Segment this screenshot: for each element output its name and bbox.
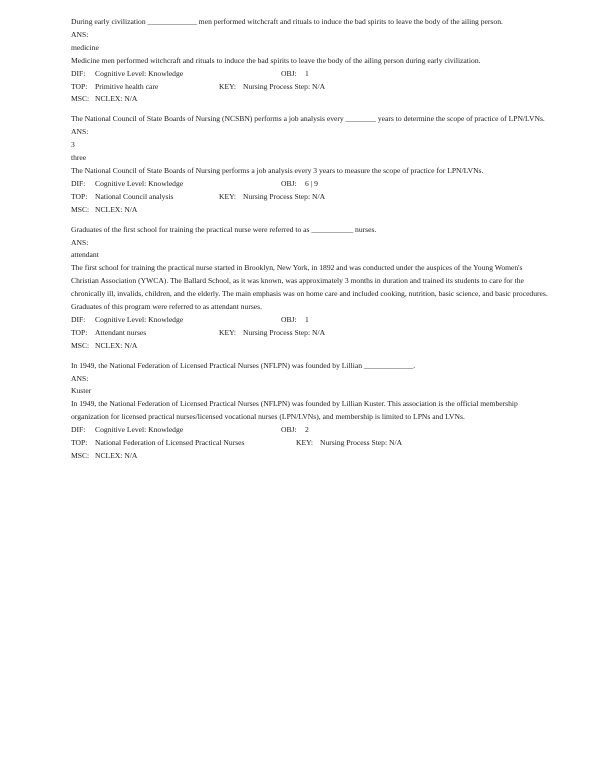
dif-row [71,68,552,81]
obj-label: OBJ: [281,68,297,78]
answer-rationale: The National Council of State Boards of Nursing performs a job analysis every 3 years to measure the scope of practice for LPN/LVNs. [71,165,484,175]
obj-label: OBJ: [281,178,297,188]
top-row [71,327,552,340]
top-label: TOP: [71,81,88,91]
answer-value-alt: three [71,153,87,163]
key-value: Nursing Process Step: N/A [243,327,326,337]
answer-value: attendant [71,250,99,260]
dif-label: DIF: [71,425,86,435]
dif-label: DIF: [71,314,86,324]
msc-row [71,204,552,217]
top-value: Attendant nurses [95,327,147,337]
msc-row [71,450,552,463]
top-label: TOP: [71,191,88,201]
question-stem: The National Council of State Boards of Nursing (NCSBN) performs a job analysis every ________ years to determine the scope of practice of LPN/LVNs. [71,114,545,124]
key-value: Nursing Process Step: N/A [320,438,403,448]
key-label: KEY: [219,327,237,337]
obj-label: OBJ: [281,425,297,435]
msc-label: MSC: [71,451,90,460]
key-label: KEY: [219,81,237,91]
obj-value: 1 [305,314,309,324]
dif-row [71,424,552,437]
msc-label: MSC: [71,204,90,214]
question-stem: During early civilization _____________ men performed witchcraft and rituals to induce the bad spirits to leave the body of the ailing person. [71,17,503,26]
question-stem: In 1949, the National Federation of Licensed Practical Nurses (NFLPN) was founded by Lillian _____________. [71,360,416,370]
dif-label: DIF: [71,68,86,78]
dif-value: Cognitive Level: Knowledge [95,178,184,188]
obj-value: 1 [305,68,309,78]
answer-rationale: In 1949, the National Federation of Licensed Practical Nurses (NFLPN) was founded by Lillian Kuster. This association is the official membership organization for licensed practical nurses/licensed vocational nurses (LPN/LVNs), and membership is limited to LPNs and LVNs. [71,399,518,422]
top-label: TOP: [71,327,88,337]
msc-label: MSC: [71,340,90,350]
dif-row [71,314,552,327]
obj-value: 2 [305,425,309,435]
key-value: Nursing Process Step: N/A [243,81,326,91]
dif-value: Cognitive Level: Knowledge [95,425,184,435]
dif-label: DIF: [71,178,86,188]
question-stem: Graduates of the first school for training the practical nurse were referred to as ___________ nurses. [71,224,377,234]
answer-label: ANS: [71,29,89,39]
key-label: KEY: [296,438,314,448]
msc-value: NCLEX: N/A [95,340,138,350]
top-label: TOP: [71,438,88,448]
key-value: Nursing Process Step: N/A [243,191,326,201]
msc-label: MSC: [71,94,90,104]
obj-value: 6 | 9 [305,178,318,188]
question-4 [71,360,552,463]
question-1 [71,16,552,106]
msc-value: NCLEX: N/A [95,451,138,460]
msc-value: NCLEX: N/A [95,204,138,214]
question-2 [71,113,552,216]
question-3 [71,224,552,353]
top-value: National Federation of Licensed Practical Nurses [95,438,245,448]
answer-value: 3 [71,140,75,150]
obj-label: OBJ: [281,314,297,324]
answer-label: ANS: [71,127,89,137]
dif-value: Cognitive Level: Knowledge [95,314,184,324]
document-page [71,16,552,470]
answer-label: ANS: [71,373,89,383]
dif-value: Cognitive Level: Knowledge [95,68,184,78]
answer-rationale: The first school for training the practical nurse started in Brooklyn, New York, in 1892 and was conducted under the auspices of the Young Women's Christian Association (YWCA). The Ballard School, as it was known, was approximately 3 months in duration and trained its students to care for the chronically ill, invalids, children, and the elderly. The main emphasis was on home care and included cooking, nutrition, basic science, and basic procedures. Graduates of this program were referred to as attendant nurses. [71,263,548,312]
msc-row [71,93,552,106]
top-row [71,81,552,94]
top-value: National Council analysis [95,191,174,201]
msc-row [71,340,552,353]
key-label: KEY: [219,191,237,201]
top-row [71,437,552,450]
top-row [71,191,552,204]
answer-rationale: Medicine men performed witchcraft and rituals to induce the bad spirits to leave the body of the ailing person during early civilization. [71,55,481,65]
answer-value: Kuster [71,386,92,396]
top-value: Primitive health care [95,81,159,91]
answer-value: medicine [71,42,99,52]
msc-value: NCLEX: N/A [95,94,138,104]
answer-label: ANS: [71,237,89,247]
dif-row [71,178,552,191]
